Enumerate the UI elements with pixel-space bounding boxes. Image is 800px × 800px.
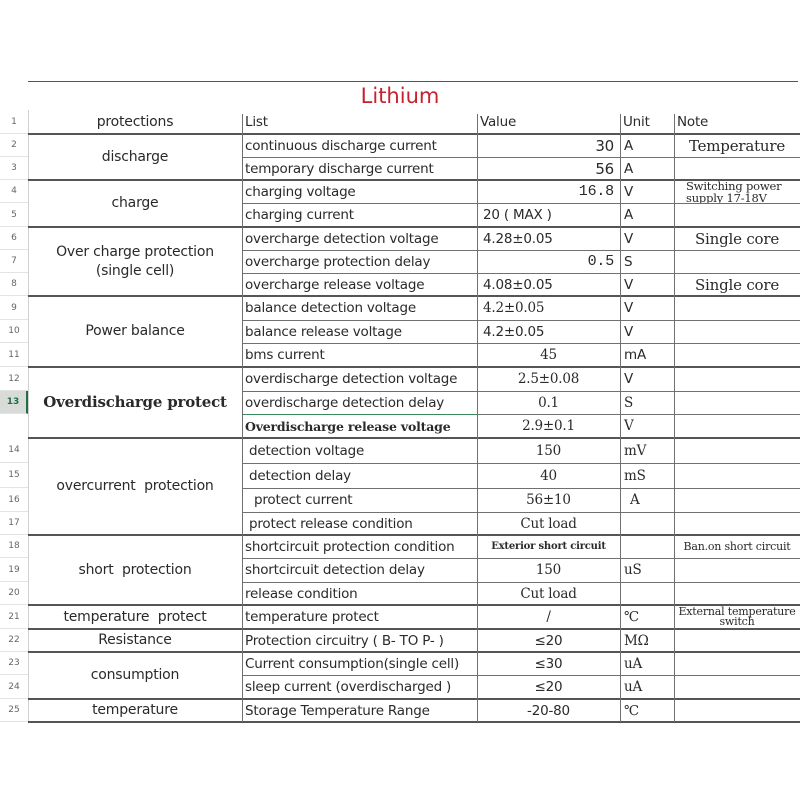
- row-number[interactable]: 24: [0, 675, 28, 699]
- row-number[interactable]: 10: [0, 320, 28, 343]
- row-number[interactable]: 18: [0, 535, 28, 558]
- unit-cell[interactable]: A: [624, 137, 634, 154]
- note-cell[interactable]: [674, 250, 800, 273]
- unit-cell[interactable]: V: [624, 323, 634, 340]
- group-overdischarge-protect[interactable]: Overdischarge protect: [43, 393, 227, 411]
- row-number[interactable]: 14: [0, 438, 28, 463]
- unit-cell[interactable]: MΩ: [624, 632, 649, 649]
- unit-cell[interactable]: [620, 512, 674, 535]
- header-note: Note: [677, 114, 709, 130]
- list-cell[interactable]: overcharge detection voltage: [245, 230, 439, 247]
- unit-cell[interactable]: V: [624, 371, 634, 387]
- row-number[interactable]: 17: [0, 512, 28, 535]
- row-number[interactable]: 19: [0, 558, 28, 582]
- value-cell[interactable]: 45: [540, 347, 557, 363]
- header-unit: Unit: [623, 114, 650, 130]
- list-cell[interactable]: shortcircuit detection delay: [245, 562, 425, 578]
- list-cell[interactable]: sleep current (overdischarged ): [245, 679, 452, 695]
- list-cell[interactable]: overdischarge detection delay: [245, 394, 445, 411]
- list-cell[interactable]: overdischarge detection voltage: [245, 371, 458, 387]
- note-cell[interactable]: [674, 203, 800, 227]
- header-value: Value: [480, 114, 517, 130]
- row-number[interactable]: 8: [0, 273, 28, 296]
- value-cell[interactable]: /: [546, 609, 551, 625]
- value-cell[interactable]: 30: [595, 136, 614, 155]
- list-cell[interactable]: overcharge release voltage: [245, 276, 425, 293]
- row-number[interactable]: 12: [0, 367, 28, 391]
- row-number[interactable]: 23: [0, 652, 28, 675]
- unit-cell[interactable]: [620, 582, 674, 605]
- note-cell[interactable]: [674, 343, 800, 367]
- row-number[interactable]: 11: [0, 343, 28, 367]
- group-discharge[interactable]: discharge: [101, 148, 169, 165]
- list-cell[interactable]: bms current: [245, 347, 325, 363]
- unit-cell[interactable]: ℃: [624, 702, 639, 719]
- list-cell[interactable]: protect release condition: [249, 515, 413, 532]
- list-cell[interactable]: detection delay: [249, 467, 351, 484]
- row-number[interactable]: 3: [0, 157, 28, 180]
- list-cell[interactable]: continuous discharge current: [245, 137, 437, 154]
- row-number[interactable]: 22: [0, 629, 28, 652]
- top-border: [28, 81, 798, 82]
- unit-cell[interactable]: uS: [624, 562, 642, 578]
- unit-cell[interactable]: mA: [624, 347, 646, 363]
- value-cell[interactable]: ≤20: [534, 632, 563, 649]
- list-cell[interactable]: temperature protect: [245, 609, 379, 625]
- note-cell[interactable]: [674, 296, 800, 320]
- note-cell[interactable]: Single core: [694, 275, 780, 294]
- note-cell[interactable]: Temperature: [688, 136, 786, 155]
- note-cell[interactable]: [674, 414, 800, 438]
- list-cell[interactable]: overcharge protection delay: [245, 253, 431, 270]
- list-cell[interactable]: charging voltage: [245, 183, 356, 200]
- sheet-title: Lithium: [360, 84, 440, 108]
- unit-cell[interactable]: A: [630, 492, 640, 508]
- note-cell[interactable]: [674, 488, 800, 512]
- unit-cell[interactable]: V: [624, 418, 634, 434]
- value-cell[interactable]: 56±10: [526, 492, 571, 508]
- note-cell[interactable]: External temperature switch: [678, 605, 796, 628]
- list-cell[interactable]: Current consumption(single cell): [245, 655, 460, 672]
- unit-cell[interactable]: uA: [624, 655, 643, 672]
- value-cell[interactable]: 0.1: [538, 394, 559, 411]
- unit-cell[interactable]: V: [624, 276, 634, 293]
- value-cell[interactable]: ≤30: [534, 655, 563, 672]
- list-cell[interactable]: detection voltage: [249, 442, 365, 459]
- row-number[interactable]: 16: [0, 488, 28, 512]
- value-cell[interactable]: 4.2±0.05: [483, 323, 545, 340]
- list-cell[interactable]: protect current: [254, 492, 353, 508]
- note-cell[interactable]: [674, 652, 800, 675]
- row-number[interactable]: 20: [0, 582, 28, 605]
- row-number[interactable]: 5: [0, 203, 28, 227]
- unit-cell[interactable]: ℃: [624, 609, 639, 625]
- note-cell[interactable]: Single core: [694, 229, 780, 248]
- row-number[interactable]: 25: [0, 699, 28, 722]
- value-cell[interactable]: 20 ( MAX ): [483, 207, 552, 223]
- list-cell[interactable]: Storage Temperature Range: [245, 702, 430, 719]
- group-resistance[interactable]: Resistance: [98, 632, 172, 648]
- row-number[interactable]: 1: [0, 110, 28, 134]
- note-cell[interactable]: [674, 512, 800, 535]
- group-overcurrent-protection[interactable]: overcurrent protection: [56, 478, 214, 494]
- note-cell[interactable]: [674, 367, 800, 391]
- header-protections: protections: [96, 113, 174, 130]
- unit-cell[interactable]: V: [624, 230, 634, 247]
- row-number[interactable]: 21: [0, 605, 28, 629]
- unit-cell[interactable]: uA: [624, 679, 643, 695]
- note-cell[interactable]: [674, 582, 800, 605]
- group-temperature[interactable]: temperature: [92, 702, 178, 718]
- value-cell[interactable]: 0.5: [587, 253, 614, 270]
- unit-cell[interactable]: mS: [624, 467, 646, 484]
- group-charge[interactable]: charge: [111, 195, 159, 211]
- group-power-balance[interactable]: Power balance: [85, 323, 185, 339]
- unit-cell[interactable]: S: [624, 394, 634, 411]
- group-over-charge-protection[interactable]: Over charge protection (single cell): [56, 243, 214, 279]
- note-cell[interactable]: [674, 699, 800, 722]
- unit-cell[interactable]: S: [624, 253, 633, 270]
- value-cell[interactable]: Exterior short circuit: [491, 541, 606, 552]
- note-cell[interactable]: Switching power supply 17-18V: [686, 180, 782, 203]
- row-number[interactable]: 7: [0, 250, 28, 273]
- unit-cell[interactable]: V: [624, 183, 634, 200]
- row-number[interactable]: 13: [0, 391, 28, 414]
- value-cell[interactable]: -20-80: [527, 702, 570, 719]
- unit-cell[interactable]: A: [624, 207, 634, 223]
- value-cell[interactable]: ≤20: [534, 679, 563, 695]
- value-cell[interactable]: 4.08±0.05: [483, 276, 553, 293]
- list-cell[interactable]: release condition: [245, 585, 358, 602]
- note-cell[interactable]: Ban.on short circuit: [683, 539, 791, 553]
- group-short-protection[interactable]: short protection: [78, 561, 192, 578]
- group-consumption[interactable]: consumption: [90, 667, 180, 683]
- value-cell[interactable]: 40: [540, 467, 557, 484]
- list-cell[interactable]: Overdischarge release voltage: [245, 418, 451, 434]
- note-cell[interactable]: [674, 629, 800, 652]
- value-cell[interactable]: Cut load: [520, 515, 577, 532]
- value-cell[interactable]: 56: [595, 159, 614, 178]
- note-cell[interactable]: [674, 438, 800, 463]
- value-cell[interactable]: 150: [535, 562, 562, 578]
- note-cell[interactable]: [674, 675, 800, 699]
- row-number[interactable]: 6: [0, 227, 28, 250]
- list-cell[interactable]: shortcircuit protection condition: [245, 538, 455, 555]
- list-cell[interactable]: Protection circuitry ( B- TO P- ): [245, 632, 444, 649]
- list-cell[interactable]: balance detection voltage: [245, 300, 416, 316]
- list-cell[interactable]: temporary discharge current: [245, 160, 434, 177]
- unit-cell[interactable]: [620, 535, 674, 558]
- header-list: List: [245, 114, 268, 130]
- list-cell[interactable]: charging current: [245, 207, 354, 223]
- value-cell[interactable]: 2.9±0.1: [522, 418, 575, 434]
- value-cell[interactable]: 4.2±0.05: [483, 300, 545, 316]
- value-cell[interactable]: Cut load: [520, 585, 577, 602]
- note-cell[interactable]: [674, 157, 800, 180]
- unit-cell[interactable]: mV: [624, 442, 647, 459]
- row-number[interactable]: 4: [0, 180, 28, 203]
- value-cell[interactable]: 16.8: [578, 183, 614, 200]
- row-number[interactable]: 15: [0, 463, 28, 488]
- list-cell[interactable]: balance release voltage: [245, 323, 402, 340]
- row-number[interactable]: 2: [0, 134, 28, 157]
- note-cell[interactable]: [674, 320, 800, 343]
- value-cell[interactable]: 150: [535, 442, 562, 459]
- note-cell[interactable]: [674, 558, 800, 582]
- value-cell[interactable]: 2.5±0.08: [517, 371, 580, 387]
- note-cell[interactable]: [674, 391, 800, 414]
- row-number[interactable]: 9: [0, 296, 28, 320]
- unit-cell[interactable]: A: [624, 160, 634, 177]
- unit-cell[interactable]: V: [624, 300, 634, 316]
- note-cell[interactable]: [674, 463, 800, 488]
- value-cell[interactable]: 4.28±0.05: [483, 230, 553, 247]
- group-temperature-protect[interactable]: temperature protect: [63, 608, 207, 625]
